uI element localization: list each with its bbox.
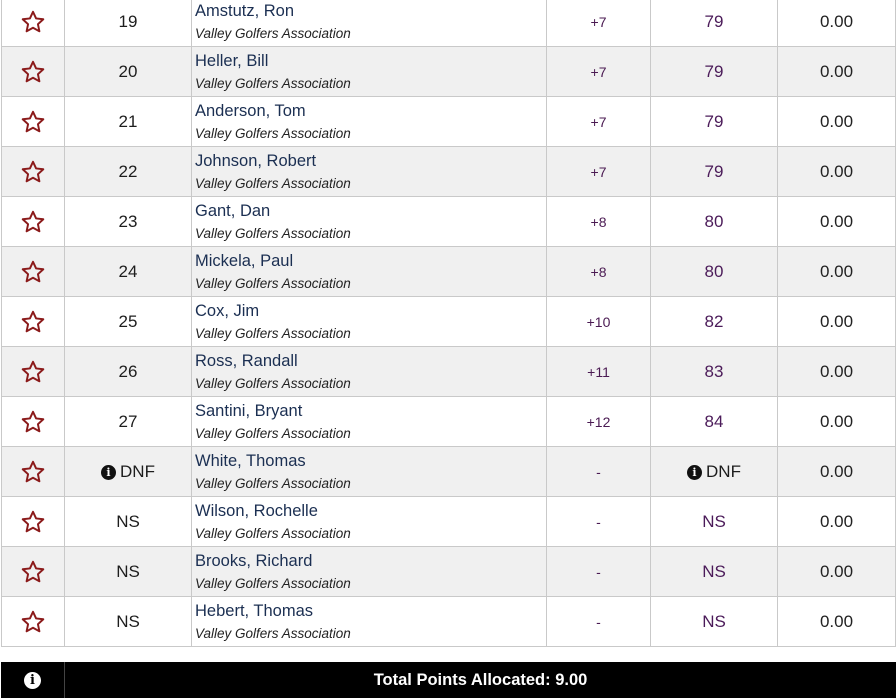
points-value: 0.00 bbox=[819, 11, 854, 31]
star-outline-icon[interactable] bbox=[2, 109, 64, 135]
total-cell bbox=[651, 397, 778, 447]
total-score-value: NS bbox=[702, 511, 726, 531]
table-row bbox=[2, 47, 896, 97]
position-cell bbox=[65, 397, 192, 447]
points-value: 0.00 bbox=[819, 461, 854, 481]
points-value: 0.00 bbox=[819, 111, 854, 131]
player-association: Valley Golfers Association bbox=[195, 575, 351, 591]
points-value: 0.00 bbox=[819, 261, 854, 281]
to-par-value: +8 bbox=[590, 263, 607, 280]
points-value: 0.00 bbox=[819, 311, 854, 331]
points-cell bbox=[778, 547, 896, 597]
to-par-value: +11 bbox=[587, 363, 610, 380]
to-par-value: +7 bbox=[590, 13, 607, 30]
points-cell bbox=[778, 297, 896, 347]
favorite-cell bbox=[2, 197, 65, 247]
points-value: 0.00 bbox=[819, 361, 854, 381]
info-icon: i bbox=[24, 672, 41, 689]
player-name-link[interactable]: Mickela, Paul bbox=[195, 251, 294, 270]
total-cell bbox=[651, 247, 778, 297]
total-score-value: 84 bbox=[704, 411, 724, 431]
position-cell bbox=[65, 147, 192, 197]
player-cell bbox=[192, 597, 547, 647]
points-value: 0.00 bbox=[819, 211, 854, 231]
player-association: Valley Golfers Association bbox=[195, 225, 351, 241]
points-value: 0.00 bbox=[819, 61, 854, 81]
player-cell bbox=[192, 497, 547, 547]
star-outline-icon[interactable] bbox=[2, 559, 64, 585]
to-par-value: +7 bbox=[590, 113, 607, 130]
to-par-cell bbox=[547, 297, 651, 347]
player-association: Valley Golfers Association bbox=[195, 375, 351, 391]
player-name-link[interactable]: Santini, Bryant bbox=[195, 401, 303, 420]
favorite-cell bbox=[2, 297, 65, 347]
star-outline-icon[interactable] bbox=[2, 359, 64, 385]
to-par-value: +10 bbox=[586, 313, 611, 330]
player-name-link[interactable]: Amstutz, Ron bbox=[195, 1, 295, 20]
total-cell bbox=[651, 597, 778, 647]
player-name-link[interactable]: Gant, Dan bbox=[195, 201, 271, 220]
to-par-value: +7 bbox=[590, 163, 607, 180]
points-cell bbox=[778, 0, 896, 47]
player-name-link[interactable]: Wilson, Rochelle bbox=[195, 501, 318, 520]
info-icon[interactable]: i bbox=[101, 465, 116, 480]
player-cell bbox=[192, 0, 547, 47]
points-cell bbox=[778, 347, 896, 397]
points-value: 0.00 bbox=[819, 161, 854, 181]
position-cell bbox=[65, 547, 192, 597]
total-score-value: NS bbox=[702, 561, 726, 581]
points-cell bbox=[778, 247, 896, 297]
total-score-value: 80 bbox=[704, 211, 724, 231]
total-cell bbox=[651, 547, 778, 597]
points-cell bbox=[778, 147, 896, 197]
star-outline-icon[interactable] bbox=[2, 309, 64, 335]
position-value: 22 bbox=[118, 161, 138, 181]
table-row bbox=[2, 597, 896, 647]
player-name-link[interactable]: Cox, Jim bbox=[195, 301, 260, 320]
total-score-value: 80 bbox=[704, 261, 724, 281]
to-par-value: - bbox=[596, 463, 601, 480]
points-cell bbox=[778, 597, 896, 647]
position-value: 24 bbox=[118, 261, 138, 281]
info-icon[interactable]: i bbox=[687, 465, 702, 480]
position-value: 19 bbox=[118, 11, 138, 31]
to-par-cell bbox=[547, 247, 651, 297]
position-cell bbox=[65, 447, 192, 497]
total-score-value: 79 bbox=[704, 11, 724, 31]
points-cell bbox=[778, 497, 896, 547]
player-cell bbox=[192, 97, 547, 147]
to-par-value: - bbox=[596, 563, 601, 580]
table-row bbox=[2, 397, 896, 447]
total-score-value: NS bbox=[702, 611, 726, 631]
player-association: Valley Golfers Association bbox=[195, 475, 351, 491]
position-cell bbox=[65, 347, 192, 397]
favorite-cell bbox=[2, 447, 65, 497]
favorite-cell bbox=[2, 547, 65, 597]
total-score-value: 79 bbox=[704, 111, 724, 131]
total-cell bbox=[651, 47, 778, 97]
player-cell bbox=[192, 297, 547, 347]
star-outline-icon[interactable] bbox=[2, 609, 64, 635]
position-value: NS bbox=[116, 561, 140, 581]
to-par-value: +7 bbox=[590, 63, 607, 80]
star-outline-icon[interactable] bbox=[2, 209, 64, 235]
position-value: 20 bbox=[118, 61, 138, 81]
to-par-value: - bbox=[596, 513, 601, 530]
player-association: Valley Golfers Association bbox=[195, 625, 351, 641]
to-par-cell bbox=[547, 147, 651, 197]
favorite-cell bbox=[2, 597, 65, 647]
star-outline-icon[interactable] bbox=[2, 9, 64, 35]
points-cell bbox=[778, 47, 896, 97]
position-value: 25 bbox=[118, 311, 138, 331]
points-cell bbox=[778, 397, 896, 447]
favorite-cell bbox=[2, 347, 65, 397]
points-cell bbox=[778, 197, 896, 247]
player-association: Valley Golfers Association bbox=[195, 325, 351, 341]
footer-info-button[interactable] bbox=[1, 662, 65, 698]
player-name-link[interactable]: Johnson, Robert bbox=[195, 151, 317, 170]
total-cell bbox=[651, 447, 778, 497]
total-cell bbox=[651, 197, 778, 247]
points-cell bbox=[778, 447, 896, 497]
player-cell bbox=[192, 247, 547, 297]
table-row bbox=[2, 247, 896, 297]
total-score-value: 79 bbox=[704, 161, 724, 181]
table-row bbox=[2, 97, 896, 147]
points-value: 0.00 bbox=[819, 611, 854, 631]
player-association: Valley Golfers Association bbox=[195, 125, 351, 141]
table-row bbox=[2, 497, 896, 547]
position-cell bbox=[65, 97, 192, 147]
star-outline-icon[interactable] bbox=[2, 159, 64, 185]
player-association: Valley Golfers Association bbox=[195, 25, 351, 41]
table-row bbox=[2, 447, 896, 497]
star-outline-icon[interactable] bbox=[2, 509, 64, 535]
to-par-value: - bbox=[596, 613, 601, 630]
points-value: 0.00 bbox=[819, 511, 854, 531]
player-cell bbox=[192, 447, 547, 497]
total-cell bbox=[651, 147, 778, 197]
total-score-value: 79 bbox=[704, 61, 724, 81]
favorite-cell bbox=[2, 0, 65, 47]
to-par-cell bbox=[547, 0, 651, 47]
total-cell bbox=[651, 297, 778, 347]
total-points-allocated: Total Points Allocated: 9.00 bbox=[373, 670, 588, 689]
total-score-value: 83 bbox=[704, 361, 724, 381]
to-par-cell bbox=[547, 597, 651, 647]
total-cell bbox=[651, 97, 778, 147]
position-cell bbox=[65, 0, 192, 47]
to-par-value: +8 bbox=[590, 213, 607, 230]
player-association: Valley Golfers Association bbox=[195, 425, 351, 441]
star-outline-icon[interactable] bbox=[2, 409, 64, 435]
points-value: 0.00 bbox=[819, 561, 854, 581]
total-score-value: 82 bbox=[704, 311, 724, 331]
player-name-link[interactable]: Brooks, Richard bbox=[195, 551, 313, 570]
star-outline-icon[interactable] bbox=[2, 59, 64, 85]
player-name-link[interactable]: Ross, Randall bbox=[195, 351, 298, 370]
to-par-cell bbox=[547, 347, 651, 397]
player-name-link[interactable]: White, Thomas bbox=[195, 451, 306, 470]
player-association: Valley Golfers Association bbox=[195, 525, 351, 541]
star-outline-icon[interactable] bbox=[2, 259, 64, 285]
to-par-cell bbox=[547, 97, 651, 147]
favorite-cell bbox=[2, 97, 65, 147]
player-association: Valley Golfers Association bbox=[195, 175, 351, 191]
to-par-cell bbox=[547, 47, 651, 97]
to-par-cell bbox=[547, 497, 651, 547]
position-cell bbox=[65, 47, 192, 97]
table-row bbox=[2, 347, 896, 397]
position-value: DNF bbox=[120, 461, 155, 481]
to-par-cell bbox=[547, 447, 651, 497]
leaderboard-footer bbox=[1, 662, 896, 698]
position-cell bbox=[65, 197, 192, 247]
table-row bbox=[2, 0, 896, 47]
position-value: 26 bbox=[118, 361, 138, 381]
favorite-cell bbox=[2, 47, 65, 97]
total-score-value: DNF bbox=[706, 461, 741, 481]
position-cell bbox=[65, 597, 192, 647]
total-cell bbox=[651, 347, 778, 397]
favorite-cell bbox=[2, 247, 65, 297]
player-name-link[interactable]: Anderson, Tom bbox=[195, 101, 306, 120]
table-row bbox=[2, 197, 896, 247]
favorite-cell bbox=[2, 397, 65, 447]
table-row bbox=[2, 547, 896, 597]
position-cell bbox=[65, 297, 192, 347]
to-par-cell bbox=[547, 547, 651, 597]
position-cell bbox=[65, 497, 192, 547]
position-value: NS bbox=[116, 511, 140, 531]
total-cell bbox=[651, 497, 778, 547]
position-value: 21 bbox=[118, 111, 138, 131]
player-cell bbox=[192, 547, 547, 597]
player-name-link[interactable]: Heller, Bill bbox=[195, 51, 269, 70]
leaderboard-table bbox=[1, 0, 896, 647]
total-cell bbox=[651, 0, 778, 47]
position-value: NS bbox=[116, 611, 140, 631]
position-cell bbox=[65, 247, 192, 297]
player-cell bbox=[192, 397, 547, 447]
favorite-cell bbox=[2, 147, 65, 197]
table-row bbox=[2, 147, 896, 197]
table-row bbox=[2, 297, 896, 347]
points-cell bbox=[778, 97, 896, 147]
position-value: 27 bbox=[118, 411, 138, 431]
player-association: Valley Golfers Association bbox=[195, 75, 351, 91]
player-cell bbox=[192, 147, 547, 197]
player-association: Valley Golfers Association bbox=[195, 275, 351, 291]
favorite-cell bbox=[2, 497, 65, 547]
player-cell bbox=[192, 347, 547, 397]
points-value: 0.00 bbox=[819, 411, 854, 431]
position-value: 23 bbox=[118, 211, 138, 231]
to-par-cell bbox=[547, 397, 651, 447]
to-par-value: +12 bbox=[586, 413, 611, 430]
player-name-link[interactable]: Hebert, Thomas bbox=[195, 601, 313, 620]
star-outline-icon[interactable] bbox=[2, 459, 64, 485]
player-cell bbox=[192, 197, 547, 247]
to-par-cell bbox=[547, 197, 651, 247]
player-cell bbox=[192, 47, 547, 97]
